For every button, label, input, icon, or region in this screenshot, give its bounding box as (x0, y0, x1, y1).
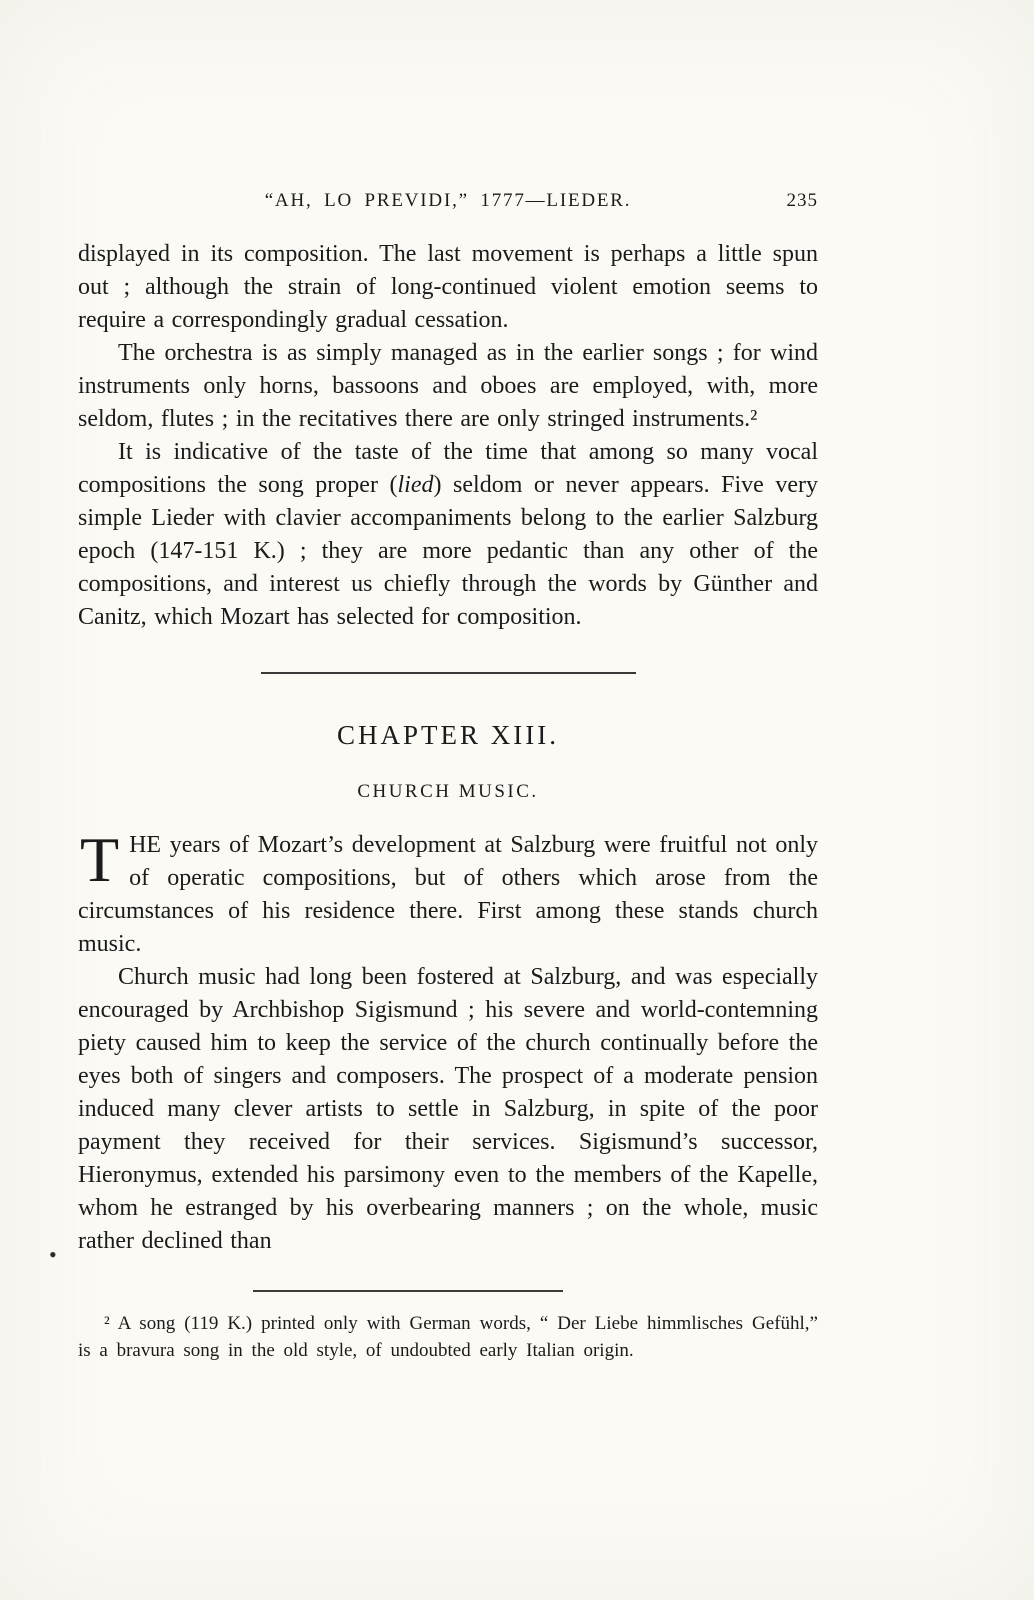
paragraph-lieder (78, 436, 818, 634)
chapter-subheading: CHURCH MUSIC. (357, 781, 539, 802)
paragraph-lieder-start: It is indicative of the taste of the time that among so many vocal compositions the song proper ( (78, 439, 818, 498)
chapter-heading: CHAPTER XIII. (337, 720, 559, 750)
paragraph-lieder-end: ) seldom or never appears. Five very simple Lieder with clavier accompaniments belong to the earlier Salzburg epoch (147-151 K.) ; they are more pedantic than any other of the compositions, and interest us chiefly through the words by Günther and Canitz, which Mozart has selected for composition. (78, 472, 819, 630)
running-header-title: “AH, LO PREVIDI,” 1777—LIEDER. (264, 190, 632, 211)
text-block (78, 190, 818, 1364)
paragraph-orchestra: The orchestra is as simply managed as in the earlier songs ; for wind instruments only horns, bassoons and oboes are employed, with, more seldom, flutes ; in the recitatives there are only stringed instruments.² (78, 340, 818, 432)
footnote-rule (253, 1290, 563, 1292)
italic-lied: lied (397, 472, 434, 498)
page-number: 235 (786, 190, 818, 211)
paragraph-chapter-opening (78, 824, 818, 961)
paragraph-chapter-opening-text: HE years of Mozart’s development at Salzburg were fruitful not only of operatic compositions, but of others which arose from the circumstances of his residence there. First among these stands church music. (78, 832, 818, 957)
section-divider-rule (261, 672, 636, 674)
paragraph-composition: displayed in its composition. The last movement is perhaps a little spun out ; although the strain of long-continued violent emotion seems to require a correspondingly gradual cessation. (78, 241, 818, 333)
footnote-text: ² A song (119 K.) printed only with German words, “ Der Liebe himmlisches Gefühl,” is a bravura song in the old style, of undoubted early Italian origin. (78, 1313, 818, 1361)
running-header (78, 190, 818, 212)
drop-cap: T (80, 824, 120, 895)
margin-bullet: • (49, 1242, 57, 1267)
paragraph-church-music: Church music had long been fostered at Salzburg, and was especially encouraged by Archbishop Sigismund ; his severe and world-contemning piety caused him to keep the service of the church continually before the eyes both of singers and composers. The prospect of a moderate pension induced many clever artists to settle in Salzburg, in spite of the poor payment they received for their services. Sigismund’s successor, Hieronymus, extended his parsimony even to the members of the Kapelle, whom he estranged by his overbearing manners ; on the whole, music rather declined than (78, 964, 818, 1254)
